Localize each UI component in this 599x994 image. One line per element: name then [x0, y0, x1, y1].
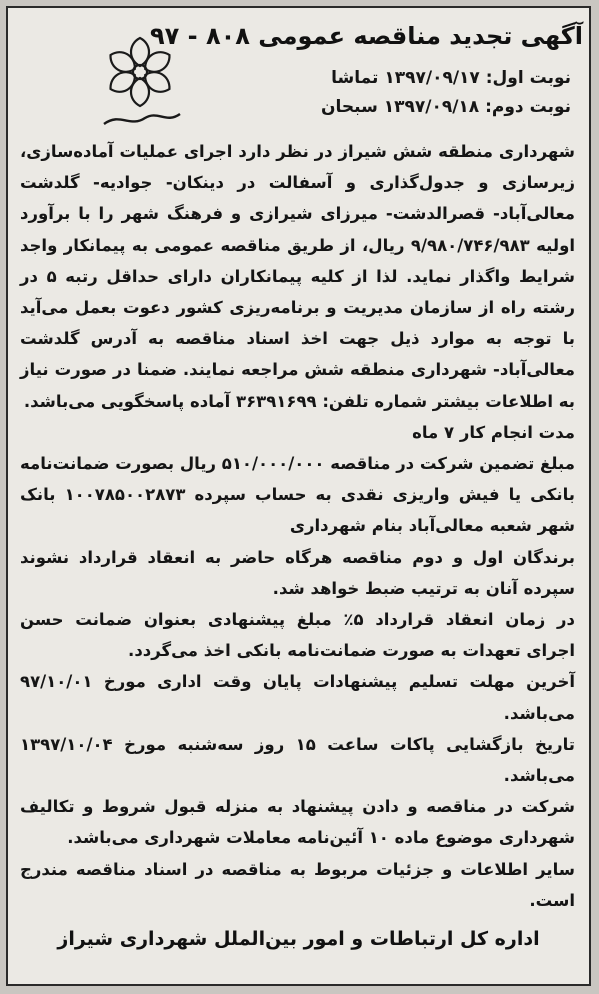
- second-round-date: نوبت دوم: ۱۳۹۷/۰۹/۱۸ سبحان: [321, 97, 571, 117]
- work-duration: مدت انجام کار ۷ ماه: [412, 422, 575, 442]
- notice-intro-paragraph: شهرداری منطقه شش شیراز در نظر دارد اجرای عملیات آماده‌سازی، زیرسازی و جدول‌گذاری و آسفالت در دینکان- جوادیه- گلدشت معالی‌آباد- قصرالدشت- میرزای شیرازی و فرهنگ شهر را با برآورد اولیه ۹/۹۸۰/۷۴۶/۹۸۳ ریال، از طریق مناقصه عمومی به پیمانکار واجد شرایط واگذار نماید. لذا از کلیه پیمانکاران دارای حداقل رتبه ۵ در رشته راه از سازمان مدیریت و برنامه‌ریزی کشور دعوت بعمل می‌آید با توجه به موارد ذیل جهت اخذ اسناد مناقصه به آدرس گلدشت معالی‌آباد- شهرداری منطقه شش مراجعه نمایند. ضمنا در صورت نیاز به اطلاعات بیشتر شماره تلفن: ۳۶۳۹۱۶۹۹ آماده پاسخگویی می‌باشد.: [20, 142, 575, 411]
- notice-body: [20, 136, 575, 916]
- winners-clause: برندگان اول و دوم مناقصه هرگاه حاضر به انعقاد قرارداد نشوند سپرده آنان به ترتیب ضبط خواهد شد.: [20, 547, 575, 598]
- other-information: سایر اطلاعات و جزئیات مربوط به مناقصه در اسناد مناقصه مندرج است.: [20, 859, 575, 910]
- performance-guarantee: در زمان انعقاد قرارداد ۵٪ مبلغ پیشنهادی بعنوان ضمانت حسن اجرای تعهدات به صورت ضمانت‌نامه بانکی اخذ می‌گردد.: [20, 610, 575, 661]
- submission-deadline: آخرین مهلت تسلیم پیشنهادات پایان وقت اداری مورخ ۹۷/۱۰/۰۱ می‌باشد.: [20, 672, 575, 723]
- issuer-signature: اداره کل ارتباطات و امور بین‌الملل شهرداری شیراز: [57, 928, 540, 950]
- participation-terms: شرکت در مناقصه و دادن پیشنهاد به منزله قبول شروط و تکالیف شهرداری موضوع ماده ۱۰ آئین‌نامه معاملات شهرداری می‌باشد.: [20, 797, 575, 848]
- notice-title: آگهی تجدید مناقصه عمومی ۸۰۸ - ۹۷: [150, 22, 583, 50]
- publication-schedule: [321, 68, 571, 126]
- guarantee-amount: مبلغ تضمین شرکت در مناقصه ۵۱۰/۰۰۰/۰۰۰ ریال بصورت ضمانت‌نامه بانکی یا فیش واریزی نقدی به حساب سپرده ۱۰۰۷۸۵۰۰۲۸۷۳ بانک شهر شعبه معالی‌آباد بنام شهرداری: [19, 454, 575, 536]
- opening-date: تاریخ بازگشایی پاکات ساعت ۱۵ روز سه‌شنبه مورخ ۱۳۹۷/۱۰/۰۴ می‌باشد.: [20, 734, 575, 786]
- first-round-date: نوبت اول: ۱۳۹۷/۰۹/۱۷ تماشا: [331, 68, 571, 88]
- tender-notice: [6, 6, 591, 986]
